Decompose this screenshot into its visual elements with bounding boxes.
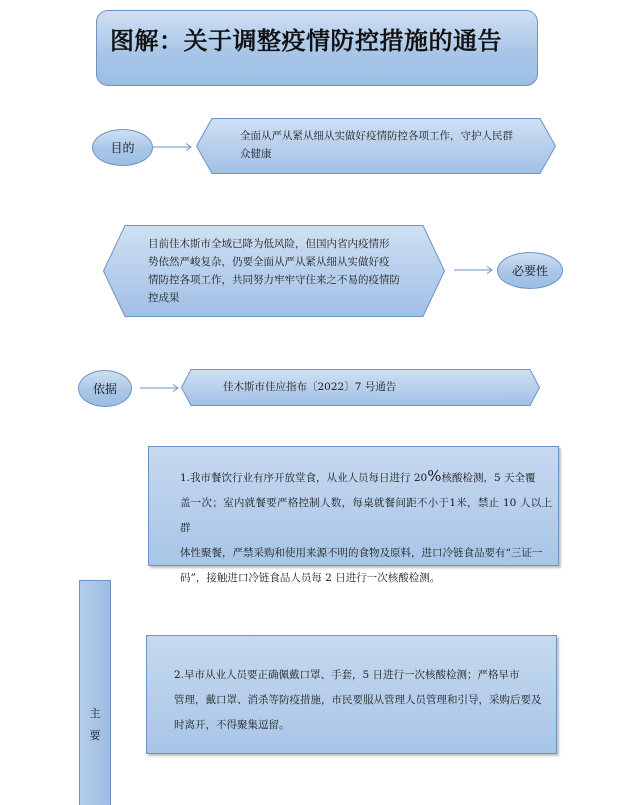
arrow-right-icon: [140, 383, 180, 393]
basis-text: 佳木斯市佳应指布〔2022〕7 号通告: [223, 381, 397, 393]
purpose-label: 目的: [110, 141, 135, 155]
arrow-right-icon: [153, 142, 193, 152]
necessity-hexagon: [103, 225, 445, 317]
purpose-text-line: 众健康: [240, 148, 272, 160]
main-section-bar: [79, 580, 111, 805]
necessity-text-line: 控成果: [148, 292, 180, 304]
basis-label: 依据: [92, 382, 117, 396]
necessity-label-oval: [497, 252, 563, 289]
main-item-1-line: 盖一次；室内就餐要严格控制人数，每桌就餐间距不小于1米，禁止 10 人以上群: [180, 497, 552, 534]
necessity-text-line: 情防控各项工作，共同努力牢牢守住来之不易的疫情防: [148, 274, 400, 286]
main-item-1-box: [148, 446, 559, 584]
main-item-1-line: 体性聚餐，严禁采购和使用来源不明的食物及原料，进口冷链食品要有“三证一: [180, 547, 543, 559]
purpose-hexagon: [196, 118, 556, 174]
page-title: 图解：关于调整疫情防控措施的通告: [110, 26, 502, 55]
main-section-label: 要: [89, 729, 101, 742]
main-item-1-line: 1.我市餐饮行业有序开放堂食，从业人员每日进行 20%核酸检测，5 天全覆: [180, 467, 536, 485]
necessity-label: 必要性: [511, 264, 548, 278]
purpose-label-oval: [92, 129, 153, 166]
main-item-2-line: 管理，戴口罩、消杀等防疫措施，市民要服从管理人员管理和引导，采购后要及: [174, 694, 542, 706]
main-item-2-line: 2.早市从业人员要正确佩戴口罩、手套，5 日进行一次核酸检测；严格早市: [174, 669, 520, 681]
basis-label-oval: [78, 370, 132, 407]
main-item-2-box: [146, 635, 557, 754]
main-item-2-line: 时离开，不得聚集逗留。: [174, 719, 290, 731]
main-item-1-line: 码”，接触进口冷链食品人员每 2 日进行一次核酸检测。: [180, 572, 441, 584]
necessity-text-line: 势依然严峻复杂，仍要全面从严从紧从细从实做好疫: [148, 256, 390, 268]
title-box: [96, 10, 538, 86]
necessity-text-line: 目前佳木斯市全域已降为低风险，但国内省内疫情形: [148, 238, 390, 250]
basis-hexagon: [181, 369, 540, 406]
purpose-text-line: 全面从严从紧从细从实做好疫情防控各项工作，守护人民群: [240, 130, 513, 142]
arrow-right-icon: [454, 265, 494, 275]
main-section-label: 主: [89, 707, 101, 720]
